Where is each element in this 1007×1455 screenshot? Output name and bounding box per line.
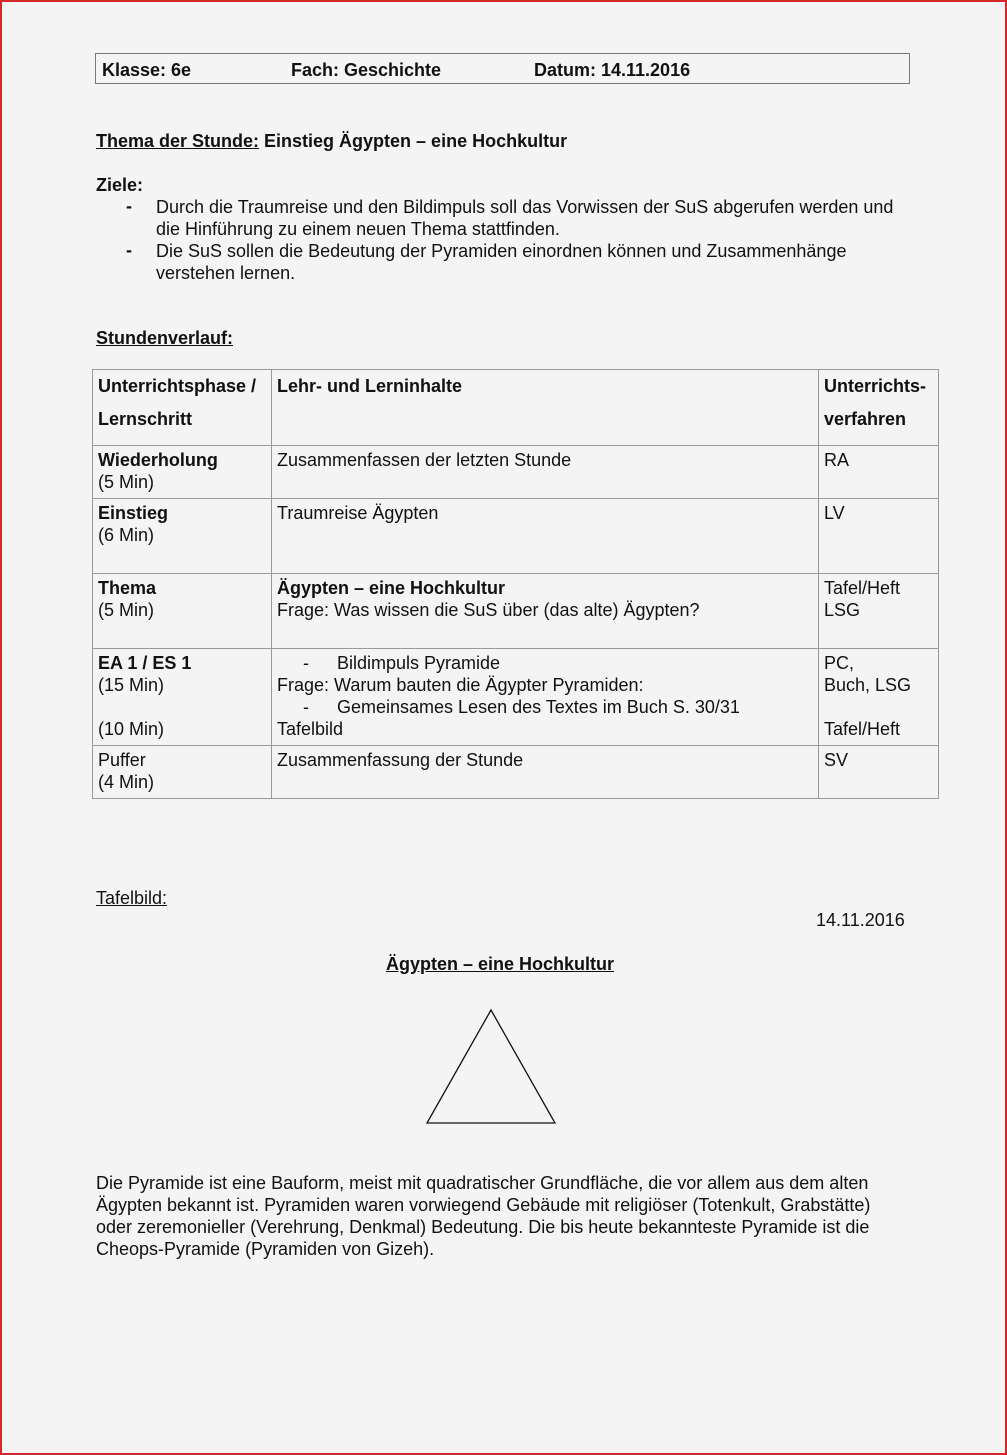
- content-cell: Traumreise Ägypten: [272, 499, 819, 574]
- header-box: [95, 53, 910, 84]
- pyramid-triangle: [420, 1003, 565, 1129]
- content-cell: Zusammenfassung der Stunde: [272, 746, 819, 799]
- method-cell: SV: [819, 746, 939, 799]
- lesson-topic: [96, 130, 567, 152]
- phase-cell: Wiederholung (5 Min): [93, 446, 272, 499]
- board-text: Die Pyramide ist eine Bauform, meist mit quadratischer Grundfläche, die vor allem aus dem alten Ägypten bekannt ist. Pyramiden waren vorwiegend Gebäude mit religiöser (Totenkult, Grabstätte) oder zeremonieller (Verehrung, Denkmal) Bedeutung. Die bis heute bekannteste Pyramide ist die Cheops-Pyramide (Pyramiden von Gizeh).: [96, 1173, 871, 1259]
- header-phase: Unterrichtsphase / Lernschritt: [93, 370, 272, 446]
- content-cell: Zusammenfassen der letzten Stunde: [272, 446, 819, 499]
- goals-heading: Ziele:: [96, 175, 144, 195]
- goal-bullet: -: [126, 196, 132, 216]
- table-header-row: [93, 370, 939, 446]
- phase-cell: Einstieg (6 Min): [93, 499, 272, 574]
- table-row: [93, 574, 939, 649]
- header-content: Lehr- und Lerninhalte: [272, 370, 819, 446]
- table-row: [93, 649, 939, 746]
- schedule-heading: Stundenverlauf:: [96, 328, 234, 348]
- table-row: [93, 499, 939, 574]
- topic-label: Thema der Stunde:: [96, 131, 260, 151]
- phase-cell: Thema (5 Min): [93, 574, 272, 649]
- board-heading: Tafelbild:: [96, 888, 168, 908]
- goal-item-2: Die SuS sollen die Bedeutung der Pyramiden einordnen können und Zusammenhänge verstehen lernen.: [156, 241, 847, 283]
- class-label: Klasse: 6e: [102, 60, 192, 80]
- goal-bullet: -: [126, 240, 132, 260]
- board-date: 14.11.2016: [816, 910, 905, 930]
- date-label: Datum: 14.11.2016: [534, 60, 691, 80]
- phase-cell: Puffer (4 Min): [93, 746, 272, 799]
- method-cell: Tafel/Heft LSG: [819, 574, 939, 649]
- lesson-plan-table: [92, 369, 939, 799]
- method-cell: RA: [819, 446, 939, 499]
- subject-label: Fach: Geschichte: [291, 60, 442, 80]
- content-cell: Ägypten – eine Hochkultur Frage: Was wissen die SuS über (das alte) Ägypten?: [272, 574, 819, 649]
- content-cell: - Bildimpuls Pyramide Frage: Warum bauten die Ägypter Pyramiden: - Gemeinsames Lesen des Textes im Buch S. 30/31 Tafelbild: [272, 649, 819, 746]
- topic-value: Einstieg Ägypten – eine Hochkultur: [259, 131, 568, 151]
- table-row: [93, 446, 939, 499]
- board-title: Ägypten – eine Hochkultur: [386, 954, 615, 974]
- phase-cell: EA 1 / ES 1 (15 Min) (10 Min): [93, 649, 272, 746]
- method-cell: PC, Buch, LSG Tafel/Heft: [819, 649, 939, 746]
- method-cell: LV: [819, 499, 939, 574]
- header-method: Unterrichts- verfahren: [819, 370, 939, 446]
- goal-item-1: Durch die Traumreise und den Bildimpuls soll das Vorwissen der SuS abgerufen werden und die Hinführung zu einem neuen Thema stattfinden.: [156, 197, 894, 239]
- table-row: [93, 746, 939, 799]
